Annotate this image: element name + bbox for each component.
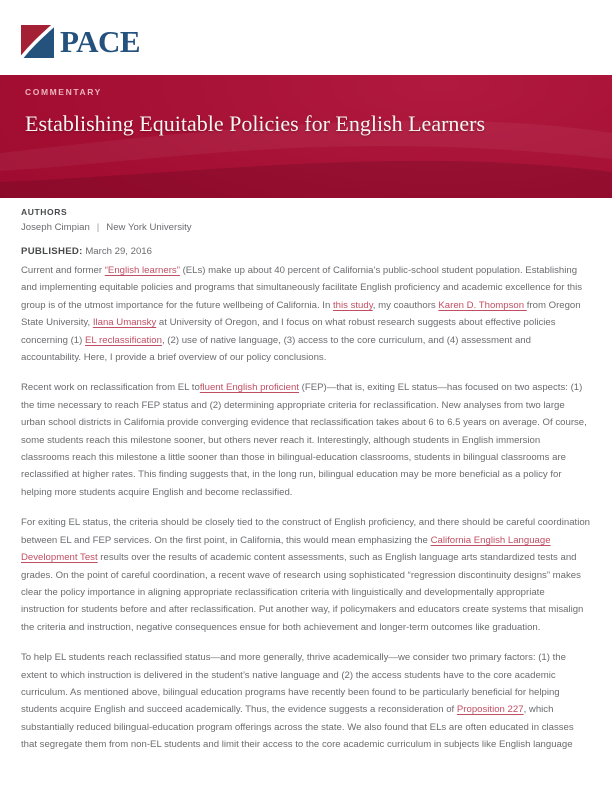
body-paragraph [21,262,591,366]
text-run: For exiting EL status, the criteria should be closely tied to the construct of English proficiency, and there should be careful coordination between EL and FEP services. On the first point, in California, this would mean emphasizing the [21,517,591,546]
pace-logo-text: PACE [60,24,141,59]
authors-line [21,222,591,233]
body-paragraph [21,379,591,501]
author-affiliation: New York University [106,222,192,233]
page-title: Establishing Equitable Policies for English Learners [25,111,486,136]
body-paragraph [21,649,591,753]
pace-logo-icon [21,25,54,58]
body-paragraph [21,514,591,636]
published-label: PUBLISHED: [21,246,83,257]
inline-link[interactable]: EL reclassification [85,334,162,346]
inline-link[interactable]: Karen D. Thompson [438,299,527,311]
inline-link[interactable]: California English Language Development Test [21,534,551,564]
inline-link[interactable]: fluent English proficient [199,382,300,394]
text-run: from Oregon State University, [21,299,581,329]
author-name: Joseph Cimpian [21,222,90,233]
text-run: (ELs) make up about 40 percent of California’s public-school student population. Establishing and implementing equitable policies and programs that simultaneously facilitate English proficiency and academic excellence for this group is of the utmost importance for the future wellbeing of California. In [21,265,583,311]
text-run: at University of Oregon, and I focus on what robust research suggests about effective policies concerning (1) [21,317,556,346]
published-date: March 29, 2016 [85,246,152,257]
inline-link[interactable]: Proposition 227 [456,704,524,716]
header-banner [0,75,612,198]
author-separator: | [96,222,100,233]
text-run: (FEP)—that is, exiting EL status—has focused on two aspects: (1) the time necessary to reach FEP status and (2) determining appropriate criteria for reclassification. New analyses from two large urban school districts in California provide converging evidence that reclassification takes about 6 to 6.5 years on average. Of course, some students reach this milestone sooner, but others never reach it. Interestingly, although students in English immersion classrooms reach this milestone a little sooner than those in bilingual-education classrooms, students in bilingual classrooms are reclassified at higher rates. This finding suggests that, in the long run, bilingual education may be more beneficial as a policy for helping more students acquire English and become reclassified. [21,382,587,498]
text-run: , (2) use of native language, (3) access to the core curriculum, and (4) assessment and accountability. Here, I provide a brief overview of our policy conclusions. [21,334,531,364]
meta-section [21,198,591,257]
text-run: Current and former [21,265,105,276]
body [21,262,591,767]
kicker-label: COMMENTARY [25,87,102,97]
published-line [21,246,591,257]
text-run: results over the results of academic content assessments, such as English language arts standardized tests and grades. On the point of careful coordination, a recent wave of research using sophisticated “regression discontinuity designs” makes clear the policy importance in aligning appropriate reclassification criteria with linguistically and developmentally appropriate instruction for students before and after reclassification. Put another way, if policymakers and educators create systems that misalign the criteria and instruction, negative consequences ensue for both achievement and longer-term outcomes like graduation. [21,552,584,633]
inline-link[interactable]: Ilana Umansky [92,317,157,329]
authors-label: AUTHORS [21,207,68,217]
text-run: , my coauthors [372,299,439,311]
inline-link[interactable]: this study [332,299,373,311]
pace-logo [21,25,140,58]
text-run: Recent work on reclassification from EL to [21,382,200,394]
inline-link[interactable]: “English learners” [104,265,180,276]
text-run: To help EL students reach reclassified status—and more generally, thrive academically—we consider two primary factors: (1) the extent to which instruction is delivered in the student’s native language and (2) the access students have to the core academic curriculum. As mentioned above, bilingual education programs have recently been found to be particularly beneficial for helping students acquire English and succeed academically. Thus, the evidence suggests a reconsideration of [21,652,566,716]
text-run: , which substantially reduced bilingual-education program offerings across the state. We also found that ELs are often educated in classes that segregate them from non-EL students and limit their access to the core academic curriculum in subjects like English language [21,704,574,751]
